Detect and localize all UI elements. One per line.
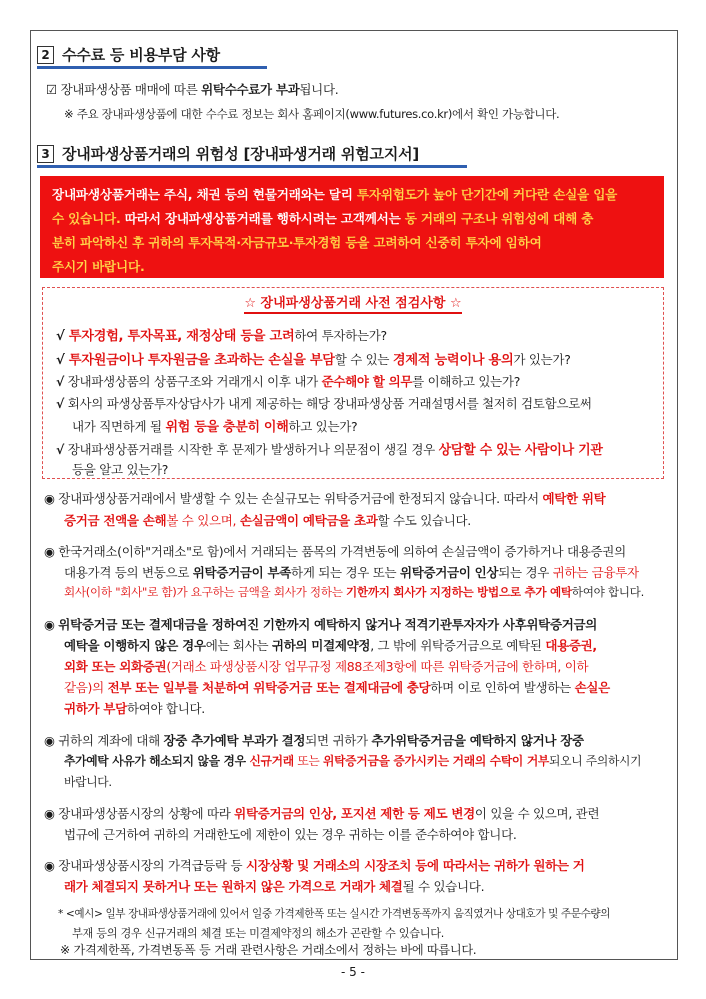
heading-underline [37, 165, 467, 168]
section-number: 2 [37, 46, 54, 64]
exchange-note: ※ 가격제한폭, 가격변동폭 등 거래 관련사항은 거래소에서 정하는 바에 따릅니다. [60, 943, 477, 957]
bullet-icon: ◉ [44, 858, 55, 873]
check-mark-icon: √ [56, 353, 65, 368]
checkbox-icon: ☑ [46, 82, 57, 97]
page-number: - 5 - [341, 965, 365, 979]
risk-warning-box: 장내파생상품거래는 주식, 채권 등의 현물거래와는 달리 투자위험도가 높아 단기간에 커다란 손실을 입을 수 있습니다. 따라서 장내파생상품거래를 행하시려는 고객께서는 동 거래의 구조나 위험성에 대해 충 분히 파악하신 후 귀하의 투자목적·자금규모·투자경험 등을 고려하여 신중히 투자에 임하여 주시기 바랍니다. [40, 176, 664, 278]
bullet-paragraph: ◉ 장내파생상품시장의 가격급등락 등 시장상황 및 거래소의 시장조치 등에 따라서는 귀하가 원하는 거 [44, 858, 585, 873]
section-title: 수수료 등 비용부담 사항 [62, 46, 220, 64]
heading-underline [37, 66, 267, 69]
fee-note: ※ 주요 장내파생상품에 대한 수수료 정보는 회사 홈페이지(www.futures.co.kr)에서 확인 가능합니다. [64, 107, 560, 121]
checklist-item: √ 장내파생상품의 상품구조와 거래개시 이후 내가 준수해야 할 의무를 이해하고 있는가? [56, 374, 521, 389]
example-note-cont: 부재 등의 경우 신규거래의 체결 또는 미결제약정의 해소가 곤란할 수 있습니다. [72, 927, 445, 940]
checklist-item: √ 장내파생상품거래를 시작한 후 문제가 발생하거나 의문점이 생길 경우 상담할 수 있는 사람이나 기관 [56, 442, 603, 458]
checklist-item-cont: 내가 직면하게 될 위험 등을 충분히 이해하고 있는가? [72, 419, 358, 435]
checklist-item: √ 회사의 파생상품투자상담사가 내게 제공하는 해당 장내파생상품 거래설명서를 철저히 검토함으로써 [56, 396, 592, 411]
fee-line: ☑ 장내파생상품 매매에 따른 위탁수수료가 부과됩니다. [46, 82, 339, 97]
check-mark-icon: √ [56, 374, 65, 389]
example-note: * <예시> 일부 장내파생상품거래에 있어서 일중 가격제한폭 또는 실시간 가격변동폭까지 움직였거나 상대호가 및 주문수량의 [58, 908, 611, 920]
checklist-item-cont: 등을 알고 있는가? [72, 462, 169, 477]
check-mark-icon: √ [56, 396, 65, 411]
bullet-paragraph: ◉ 귀하의 계좌에 대해 장중 추가예탁 부과가 결정되면 귀하가 추가위탁증거금을 예탁하지 않거나 장중 [44, 733, 584, 748]
bullet-paragraph: ◉ 한국거래소(이하"거래소"로 함)에서 거래되는 품목의 가격변동에 의하여 손실금액이 증가하거나 대용증권의 [44, 544, 626, 559]
check-mark-icon: √ [56, 329, 65, 344]
bullet-paragraph: ◉ 장내파생상품거래에서 발생할 수 있는 손실규모는 위탁증거금에 한정되지 않습니다. 따라서 예탁한 위탁 [44, 491, 606, 506]
checklist-title: ☆ 장내파생상품거래 사전 점검사항 ☆ [43, 292, 663, 311]
checklist-item: √ 투자경험, 투자목표, 재정상태 등을 고려하여 투자하는가? [56, 328, 387, 344]
section-number: 3 [37, 145, 54, 163]
bullet-icon: ◉ [44, 806, 55, 821]
check-mark-icon: √ [56, 442, 65, 457]
bullet-icon: ◉ [44, 617, 55, 632]
bullet-paragraph: ◉ 장내파생상품시장의 상황에 따라 위탁증거금의 인상, 포지션 제한 등 제도 변경이 있을 수 있으며, 관련 [44, 806, 600, 821]
bullet-icon: ◉ [44, 491, 55, 506]
section-title: 장내파생상품거래의 위험성 [장내파생거래 위험고지서] [62, 145, 420, 163]
bullet-paragraph: ◉ 위탁증거금 또는 결제대금을 정하여진 기한까지 예탁하지 않거나 적격기관투자자가 사후위탁증거금의 [44, 617, 598, 632]
bullet-icon: ◉ [44, 544, 55, 559]
section-2-heading [37, 44, 220, 65]
bullet-icon: ◉ [44, 733, 55, 748]
section-3-heading [37, 143, 419, 164]
checklist-item: √ 투자원금이나 투자원금을 초과하는 손실을 부담할 수 있는 경제적 능력이나 용의가 있는가? [56, 352, 571, 368]
